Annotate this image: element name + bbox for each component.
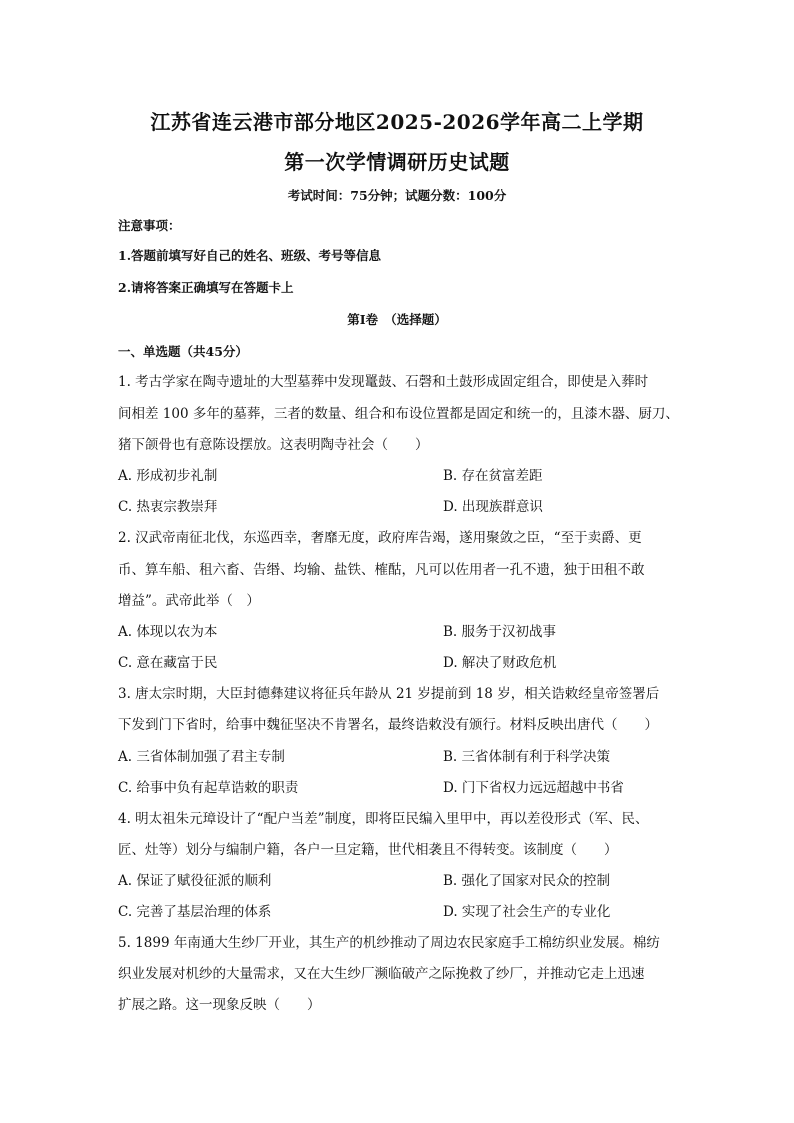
- option-a: A. 三省体制加强了君主专制: [118, 749, 285, 765]
- option-d: D. 出现族群意识: [443, 499, 543, 515]
- section-heading: 一、单选题（共45分）: [118, 344, 248, 359]
- volume-heading: 第Ⅰ卷 （选择题）: [347, 312, 447, 327]
- option-d: D. 实现了社会生产的专业化: [443, 904, 611, 920]
- exam-title-line2: 第一次学情调研历史试题: [284, 150, 510, 174]
- option-c: C. 给事中负有起草诰敕的职责: [118, 780, 299, 796]
- option-b: B. 三省体制有利于科学决策: [443, 749, 611, 765]
- question-text: 5. 1899 年南通大生纱厂开业，其生产的机纱推动了周边农民家庭手工棉纺织业发展。棉纺: [118, 935, 660, 951]
- question-text: 下发到门下省时，给事中魏征坚决不肯署名，最终诰敕没有颁行。材料反映出唐代（ ）: [118, 717, 658, 733]
- option-c: C. 意在藏富于民: [118, 655, 218, 671]
- question-text: 匠、灶等）划分与编制户籍，各户一旦定籍，世代相袭且不得转变。该制度（ ）: [118, 842, 618, 858]
- option-c: C. 热衷宗教崇拜: [118, 499, 218, 515]
- notes-item: 1.答题前填写好自己的姓名、班级、考号等信息: [118, 248, 382, 263]
- question-text: 币、算车船、租六畜、告缗、均输、盐铁、榷酤，凡可以佐用者一孔不遗，独于田租不敢: [118, 562, 645, 578]
- notes-heading: 注意事项：: [118, 218, 181, 233]
- question-text: 扩展之路。这一现象反映（ ）: [118, 997, 321, 1013]
- option-a: A. 体现以农为本: [118, 624, 218, 640]
- question-text: 4. 明太祖朱元璋设计了“配户当差”制度，即将臣民编入里甲中，再以差役形式（军、民、: [118, 811, 649, 827]
- option-b: B. 存在贫富差距: [443, 468, 543, 484]
- question-text: 猪下颌骨也有意陈设摆放。这表明陶寺社会（ ）: [118, 437, 429, 453]
- option-b: B. 强化了国家对民众的控制: [443, 873, 611, 889]
- question-text: 增益”。武帝此举（ ）: [118, 593, 260, 609]
- exam-title-line1: 江苏省连云港市部分地区2025-2026学年高二上学期: [150, 110, 644, 134]
- option-c: C. 完善了基层治理的体系: [118, 904, 272, 920]
- option-a: A. 保证了赋役征派的顺利: [118, 873, 272, 889]
- question-text: 2. 汉武帝南征北伐，东巡西幸，奢靡无度，政府库告竭，遂用聚敛之臣，“至于卖爵、更: [118, 530, 642, 546]
- option-d: D. 解决了财政危机: [443, 655, 557, 671]
- option-b: B. 服务于汉初战事: [443, 624, 557, 640]
- notes-item: 2.请将答案正确填写在答题卡上: [118, 280, 294, 295]
- option-a: A. 形成初步礼制: [118, 468, 218, 484]
- exam-info: 考试时间：75分钟；试题分数：100分: [287, 188, 507, 203]
- question-text: 1. 考古学家在陶寺遗址的大型墓葬中发现鼍鼓、石磬和土鼓形成固定组合，即使是入葬时: [118, 374, 649, 390]
- question-text: 3. 唐太宗时期，大臣封德彝建议将征兵年龄从 21 岁提前到 18 岁，相关诰敕经皇帝签署后: [118, 686, 660, 702]
- question-text: 间相差 100 多年的墓葬，三者的数量、组合和布设位置都是固定和统一的，且漆木器、厨刀、: [118, 406, 679, 422]
- question-text: 织业发展对机纱的大量需求，又在大生纱厂濒临破产之际挽救了纱厂，并推动它走上迅速: [118, 966, 645, 982]
- option-d: D. 门下省权力远远超越中书省: [443, 780, 624, 796]
